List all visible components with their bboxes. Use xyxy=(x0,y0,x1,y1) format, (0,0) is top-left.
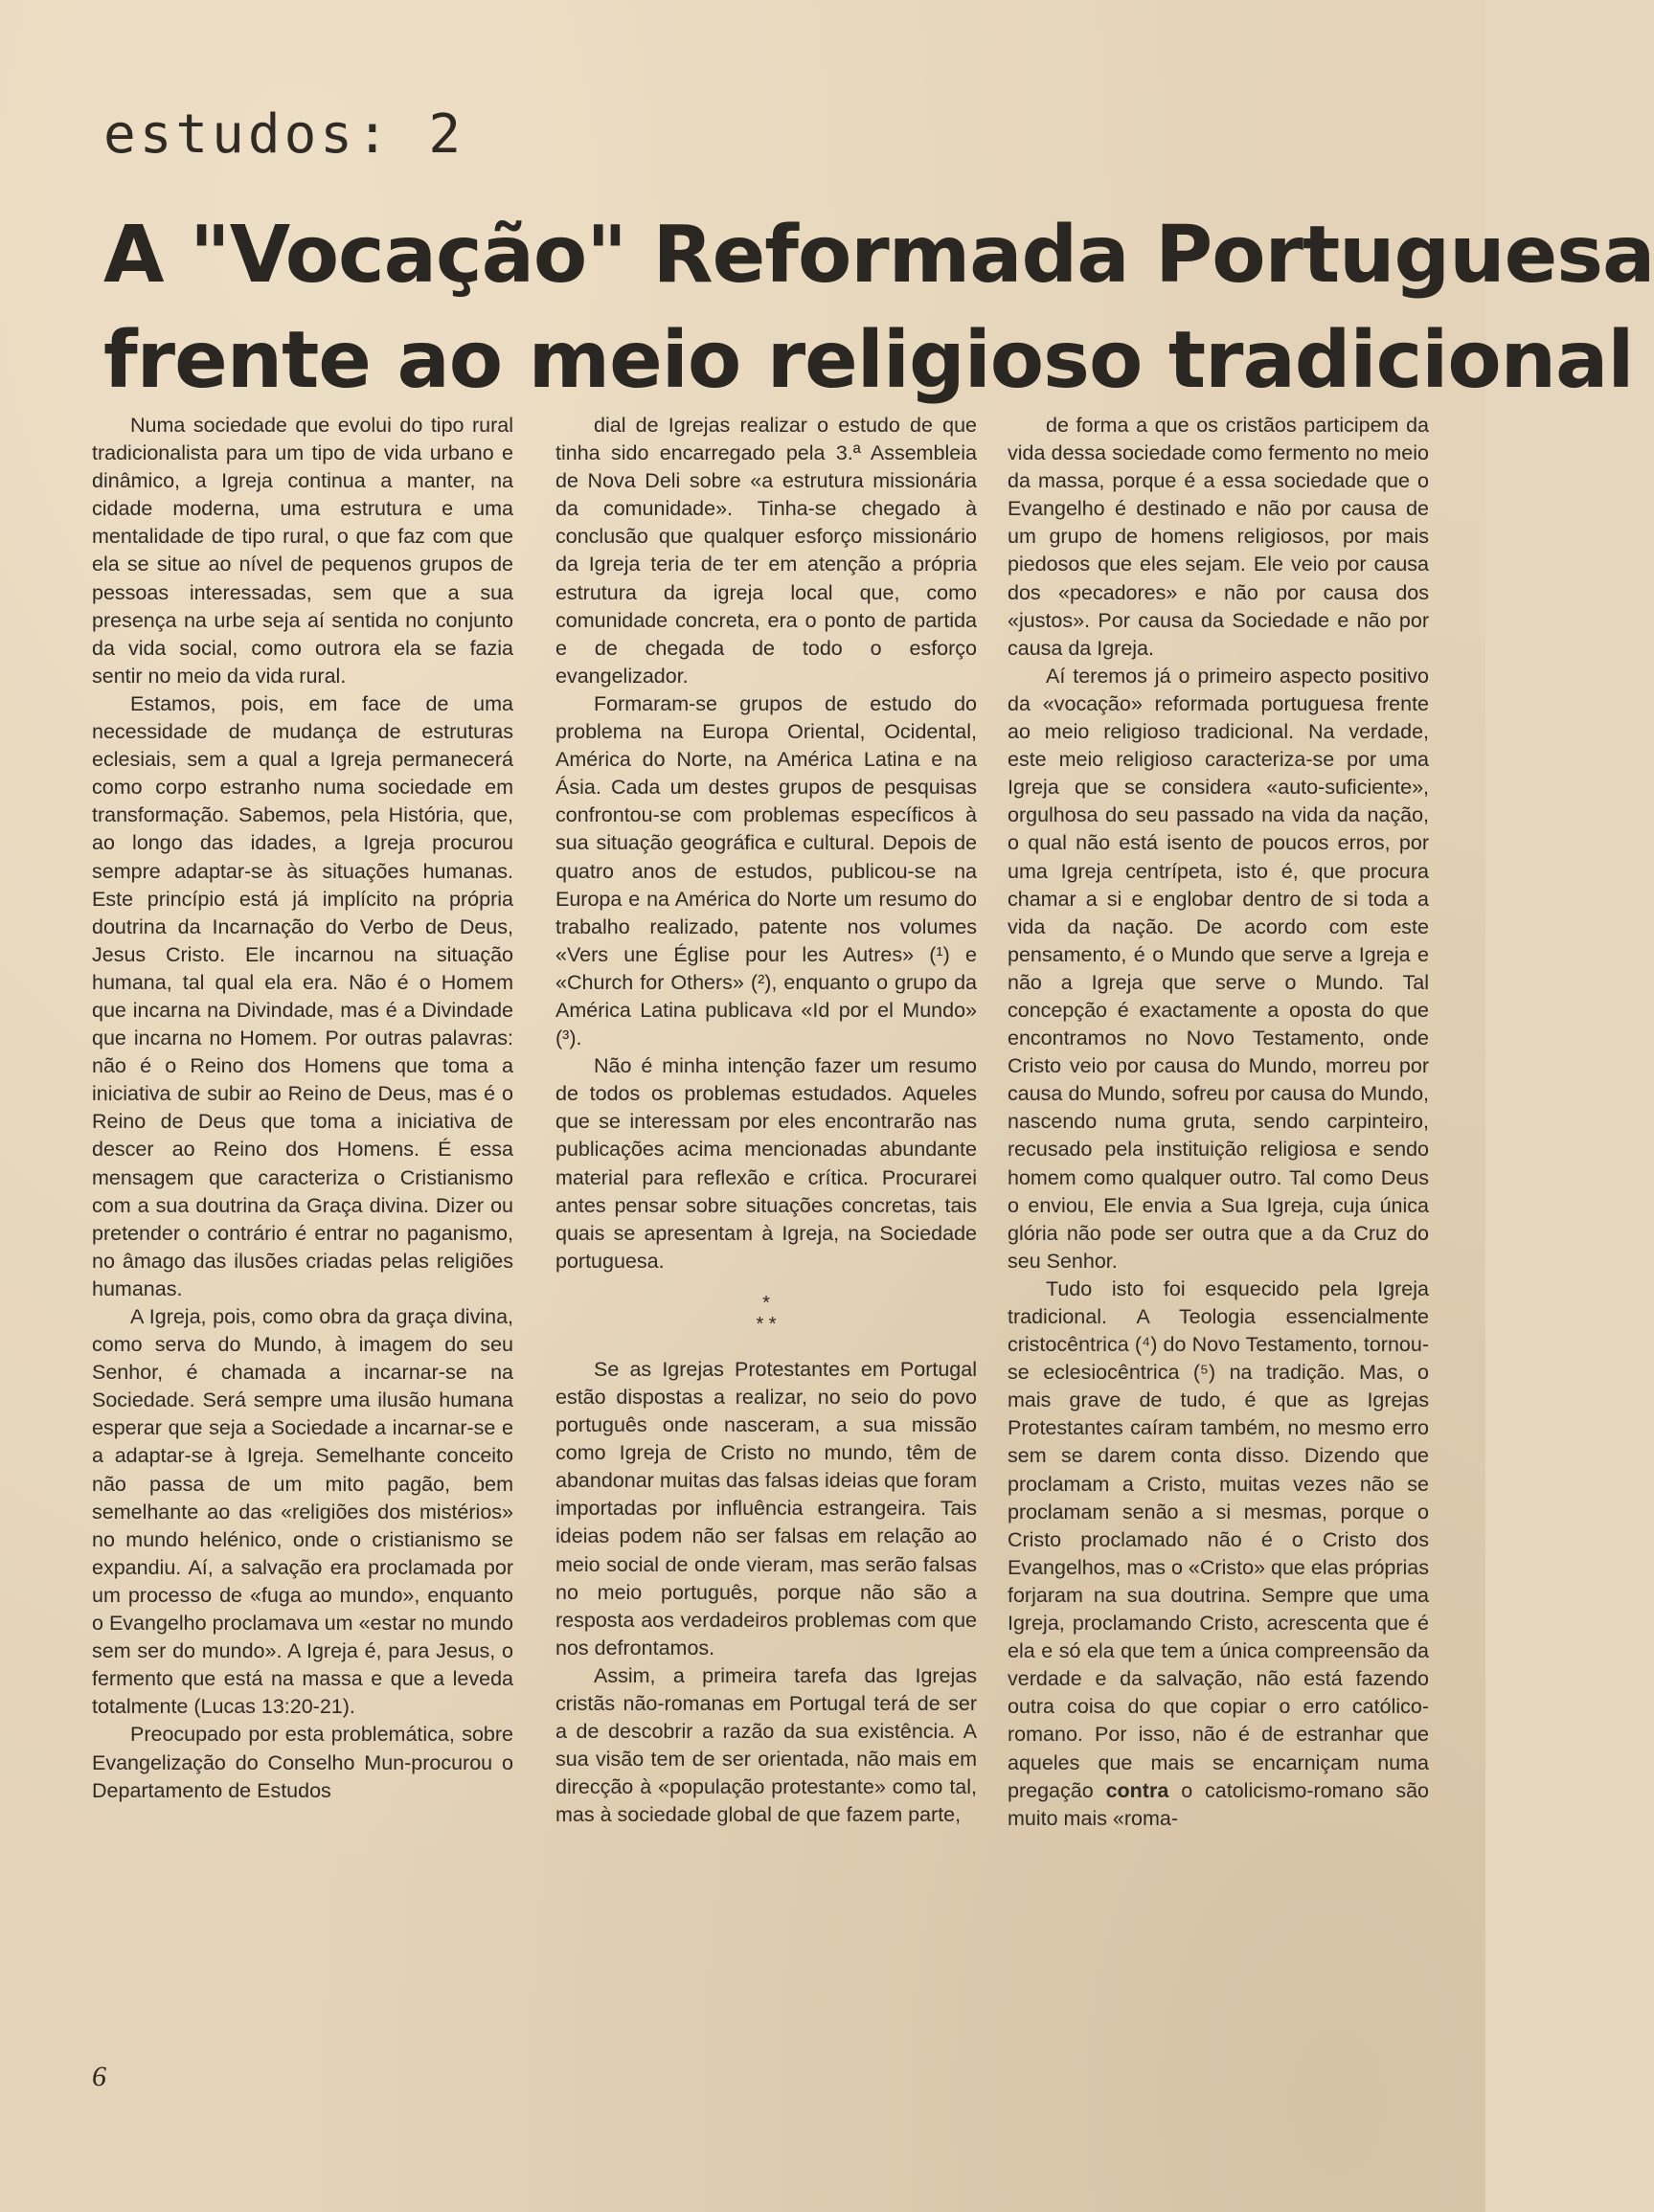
title-line-2: frente ao meio religioso tradicional xyxy=(103,315,1634,406)
paragraph-text-end: o catolicismo-romano são muito mais «roma- xyxy=(1008,1778,1429,1830)
section-kicker: estudos: 2 xyxy=(103,103,465,166)
paragraph: A Igreja, pois, como obra da graça divina, como serva do Mundo, à imagem do seu Senhor, é chamada a incarnar-se na Sociedade. Será sempre uma ilusão humana esperar que seja a Sociedade a incarnar-se e a adaptar-se à Igreja. Semelhante conceito não passa de um mito pagão, bem semelhante ao das «religiões dos mistérios» no mundo helénico, onde o cristianismo se expandiu. Aí, a salvação era proclamada por um processo de «fuga ao mundo», enquanto o Evangelho proclamava um «estar no mundo sem ser do mundo». A Igreja é, para Jesus, o fermento que está na massa e que a leveda totalmente (Lucas 13:20-21). xyxy=(92,1305,513,1719)
text-column-2 xyxy=(555,412,977,1830)
text-column-3 xyxy=(1008,412,1429,1833)
paragraph: dial de Igrejas realizar o estudo de que tinha sido encarregado pela 3.ª Assembleia de Nova Deli sobre «a estrutura missionária da comunidade». Tinha-se chegado à conclusão que qualquer esforço missionário da Igreja teria de ter em atenção a própria estrutura da igreja local que, como comunidade concreta, era o ponto de partida e de chegada de todo o esforço evangelizador. xyxy=(555,414,977,688)
page-number: 6 xyxy=(92,2061,106,2092)
paragraph: de forma a que os cristãos participem da vida dessa sociedade como fermento no meio da massa, porque é a essa sociedade que o Evangelho é destinado e não por causa de um grupo de homens religiosos, por mais piedosos que eles sejam. Ele veio por causa dos «pecadores» e não por causa dos «justos». Por causa da Sociedade e não por causa da Igreja. xyxy=(1008,414,1429,660)
section-break-asterisks: * * * xyxy=(756,1292,777,1335)
paragraph: Numa sociedade que evolui do tipo rural tradicionalista para um tipo de vida urbano e dinâmico, a Igreja continua a manter, na cidade moderna, uma estrutura e uma mentalidade de tipo rural, o que faz com que ela se situe ao nível de pequenos grupos de pessoas interessadas, sem que a sua presença na urbe seja aí sentida no conjunto da vida social, como outrora ela se fazia sentir no meio da vida rural. xyxy=(92,414,513,688)
paragraph: Estamos, pois, em face de uma necessidade de mudança de estruturas eclesiais, sem a qual a Igreja permanecerá como corpo estranho numa sociedade em transformação. Sabemos, pela História, que, ao longo das idades, a Igreja procurou sempre adaptar-se às situações humanas. Este princípio está já implícito na própria doutrina da Incarnação do Verbo de Deus, Jesus Cristo. Ele incarnou na situação humana, tal qual ela era. Não é o Homem que incarna na Divindade, mas é a Divindade que incarna no Homem. Por outras palavras: não é o Reino dos Homens que toma a iniciativa de subir ao Reino de Deus, mas é o Reino de Deus que toma a iniciativa de descer ao Reino dos Homens. É essa mensagem que caracteriza o Cristianismo com a sua doutrina da Graça divina. Dizer ou pretender o contrário é entrar no paganismo, no âmago das ilusões criadas pelas religiões humanas. xyxy=(92,691,513,1300)
paragraph-text: Tudo isto foi esquecido pela Igreja tradicional. A Teologia essencialmente cristocêntrica (⁴) do Novo Testamento, tornou-se eclesiocêntrica (⁵) na tradição. Mas, o mais grave de tudo, é que as Igrejas Protestantes caíram também, no mesmo erro sem se darem conta disso. Dizendo que proclamam a Cristo, muitas vezes não se proclamam senão a si mesmas, porque o Cristo proclamado não é o Cristo dos Evangelhos, mas o «Cristo» que elas próprias forjaram na sua doutrina. Sempre que uma Igreja, proclamando Cristo, acrescenta que é ela e só ela que tem a única compreensão da verdade e da salvação, não está fazendo outra coisa do que copiar o erro católico-romano. Por isso, não é de estranhar que aqueles que mais se encarniçam numa pregação xyxy=(1008,1276,1429,1802)
paragraph: Formaram-se grupos de estudo do problema na Europa Oriental, Ocidental, América do Norte, na América Latina e na Ásia. Cada um destes grupos de pesquisas confrontou-se com problemas específicos à sua situação geográfica e cultural. Depois de quatro anos de estudos, publicou-se na Europa e na América do Norte um resumo do trabalho realizado, patente nos volumes «Vers une Église pour les Autres» (¹) e «Church for Others» (²), enquanto o grupo da América Latina publicava «Id por el Mundo» (³). xyxy=(555,691,977,1050)
paragraph: Aí teremos já o primeiro aspecto positivo da «vocação» reformada portuguesa frente ao meio religioso tradicional. Na verdade, este meio religioso caracteriza-se por uma Igreja que se considera «auto-suficiente», orgulhosa do seu passado na vida da nação, o qual não está isento de poucos erros, por uma Igreja centrípeta, isto é, que procura chamar a si e englobar dentro de si toda a vida da nação. De acordo com este pensamento, é o Mundo que serve a Igreja e não a Igreja que serve o Mundo. Tal concepção é exactamente a oposta do que encontramos no Novo Testamento, onde Cristo veio por causa do Mundo, morreu por causa do Mundo, sofreu por causa do Mundo, nascendo numa gruta, sendo carpinteiro, recusado pela instituição religiosa e sendo homem como qualquer outro. Tal como Deus o enviou, Ele envia a Sua Igreja, cuja única glória não pode ser outra que a da Cruz do seu Senhor. xyxy=(1008,664,1429,1273)
text-column-1 xyxy=(92,412,513,1805)
paragraph: Se as Igrejas Protestantes em Portugal estão dispostas a realizar, no seio do povo português onde nasceram, a sua missão como Igreja de Cristo no mundo, têm de abandonar muitas das falsas ideias que foram importadas por influência estrangeira. Tais ideias podem não ser falsas em relação ao meio social de onde vieram, mas serão falsas no meio português, porque não são a resposta aos verdadeiros problemas com que nos defrontamos. xyxy=(555,1357,977,1659)
article-title xyxy=(103,203,1654,414)
title-line-1: A "Vocação" Reformada Portuguesa xyxy=(103,210,1654,301)
paragraph: Preocupado por esta problemática, sobre Evangelização do Conselho Mun-procurou o Departamento de Estudos xyxy=(92,1723,513,1802)
paragraph xyxy=(1008,1275,1429,1833)
emphasis-word: contra xyxy=(1105,1778,1169,1802)
paragraph: Não é minha intenção fazer um resumo de todos os problemas estudados. Aqueles que se interessam por eles encontrarão nas publicações acima mencionadas abundante material para reflexão e crítica. Procurarei antes pensar sobre situações concretas, tais quais se apresentam à Igreja, na Sociedade portuguesa. xyxy=(555,1054,977,1273)
paragraph: Assim, a primeira tarefa das Igrejas cristãs não-romanas em Portugal terá de ser a de descobrir a razão da sua existência. A sua visão tem de ser orientada, não mais em direcção à «população protestante» como tal, mas à sociedade global de que fazem parte, xyxy=(555,1663,977,1827)
